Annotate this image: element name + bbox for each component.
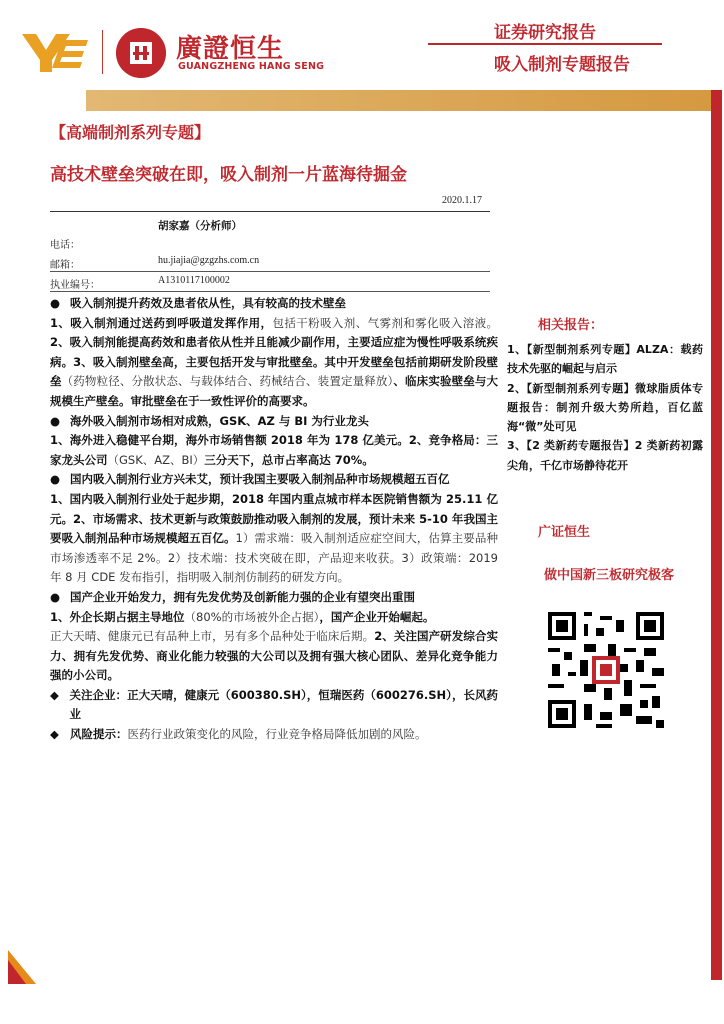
analyst-name: 胡家嘉（分析师） xyxy=(158,220,242,232)
logo-divider xyxy=(102,30,103,74)
license-label: 执业编号： xyxy=(50,280,100,291)
corner-triangle-icon xyxy=(8,950,36,984)
email-label: 邮箱： xyxy=(50,260,80,271)
ye-logo xyxy=(22,30,88,72)
info-divider-bottom xyxy=(50,291,490,292)
report-type-rule xyxy=(428,43,662,45)
report-date: 2020.1.17 xyxy=(442,195,482,206)
info-divider xyxy=(50,271,490,272)
email-value: hu.jiajia@gzgzhs.com.cn xyxy=(158,255,260,266)
section-heading: ● 吸入制剂提升药效及患者依从性，具有较高的技术壁垒 xyxy=(50,294,498,314)
date-divider xyxy=(50,211,490,212)
report-subtype: 吸入制剂专题报告 xyxy=(494,55,630,75)
header-band xyxy=(86,90,712,111)
section-heading: ● 海外吸入制剂市场相对成熟，GSK、AZ 与 BI 为行业龙头 xyxy=(50,412,498,432)
bullet-icon: ◆ xyxy=(50,687,59,702)
bullet-icon: ◆ xyxy=(50,727,59,742)
qr-code-icon xyxy=(548,612,664,728)
related-reports-heading: 相关报告： xyxy=(538,318,604,333)
report-title: 高技术壁垒突破在即，吸入制剂一片蓝海待掘金 xyxy=(50,165,407,185)
bullet-icon: ● xyxy=(50,472,61,487)
sidebar-brand: 广证恒生 xyxy=(538,525,591,540)
related-report-link[interactable]: 3、【2 类新药专题报告】2 类新药初露尖角，千亿市场静待花开 xyxy=(507,439,703,472)
focus-companies: ◆ 关注企业：正大天晴，健康元（600380.SH），恒瑞医药（600276.SH），长风药业 xyxy=(50,686,498,725)
brand-name-cn: 廣證恒生 xyxy=(176,34,285,64)
paragraph: 1、海外进入稳健平台期，海外市场销售额 2018 年为 178 亿美元。2、竞争格局：三家龙头公司（GSK、AZ、BI）三分天下，总市占率高达 70%。 xyxy=(50,433,498,467)
paragraph: 1、外企长期占据主导地位（80%的市场被外企占据），国产企业开始崛起。 xyxy=(50,609,435,624)
phone-label: 电话： xyxy=(50,240,80,251)
bullet-icon: ● xyxy=(50,589,61,604)
series-label: 【高端制剂系列专题】 xyxy=(50,123,211,142)
sidebar-slogan: 做中国新三板研究极客 xyxy=(544,568,675,583)
right-margin-bar xyxy=(711,90,722,980)
related-report-link[interactable]: 2、【新型制剂系列专题】微球脂质体专题报告：制剂升级大势所趋，百亿蓝海“微”处可见 xyxy=(507,381,703,434)
paragraph: 1、国内吸入制剂行业处于起步期，2018 年国内重点城市样本医院销售额为 25.11 亿元。2、市场需求、技术更新与政策鼓励推动吸入制剂的发展，预计未来 5-10 年我国主要吸入制剂品种市场规模超五百亿。1）需求端：吸入制剂适应症空间大，估算主要品种市场渗透率不足 2%。2）技术端：技术突破在即，产品迎来收获。3）政策端：2019 年 8 月 CDE 发布指引，指明吸入制剂仿制药的研发方向。 xyxy=(50,491,498,585)
related-report-link[interactable]: 1、【新型制剂系列专题】ALZA：载药技术先驱的崛起与启示 xyxy=(507,343,703,376)
paragraph: 1、吸入制剂通过送药到呼吸道发挥作用，包括干粉吸入剂、气雾剂和雾化吸入溶液。2、吸入制剂能提高药效和患者依从性并且能减少副作用，主要适应症为慢性呼吸系统疾病。3、吸入制剂壁垒高，主要包括开发与审批壁垒。其中开发壁垒包括前期研发阶段壁垒（药物粒径、分散状态、与载体结合、药械结合、装置定量释放）、临床实验壁垒与大规模生产壁垒。审批壁垒在于一致性评价的高要求。 xyxy=(50,315,499,408)
license-value: A1310117100002 xyxy=(158,275,230,286)
risk-warning: ◆ 风险提示：医药行业政策变化的风险，行业竞争格局降低加剧的风险。 xyxy=(50,725,498,745)
section-heading: ● 国内吸入制剂行业方兴未艾，预计我国主要吸入制剂品种市场规模超五百亿 xyxy=(50,470,498,490)
report-summary xyxy=(50,294,498,745)
seal-logo xyxy=(116,28,166,78)
report-type: 证券研究报告 xyxy=(494,23,596,43)
related-reports-list xyxy=(507,340,703,475)
paragraph: 正大天晴、健康元已有品种上市，另有多个品种处于临床后期。2、关注国产研发综合实力、拥有先发优势、商业化能力较强的大公司以及拥有强大核心团队、差异化竞争能力强的小公司。 xyxy=(50,629,498,683)
bullet-icon: ● xyxy=(50,296,61,310)
brand-name-en: GUANGZHENG HANG SENG xyxy=(178,61,325,72)
bullet-icon: ● xyxy=(50,413,61,428)
section-heading: ● 国产企业开始发力，拥有先发优势及创新能力强的企业有望突出重围 xyxy=(50,588,498,608)
